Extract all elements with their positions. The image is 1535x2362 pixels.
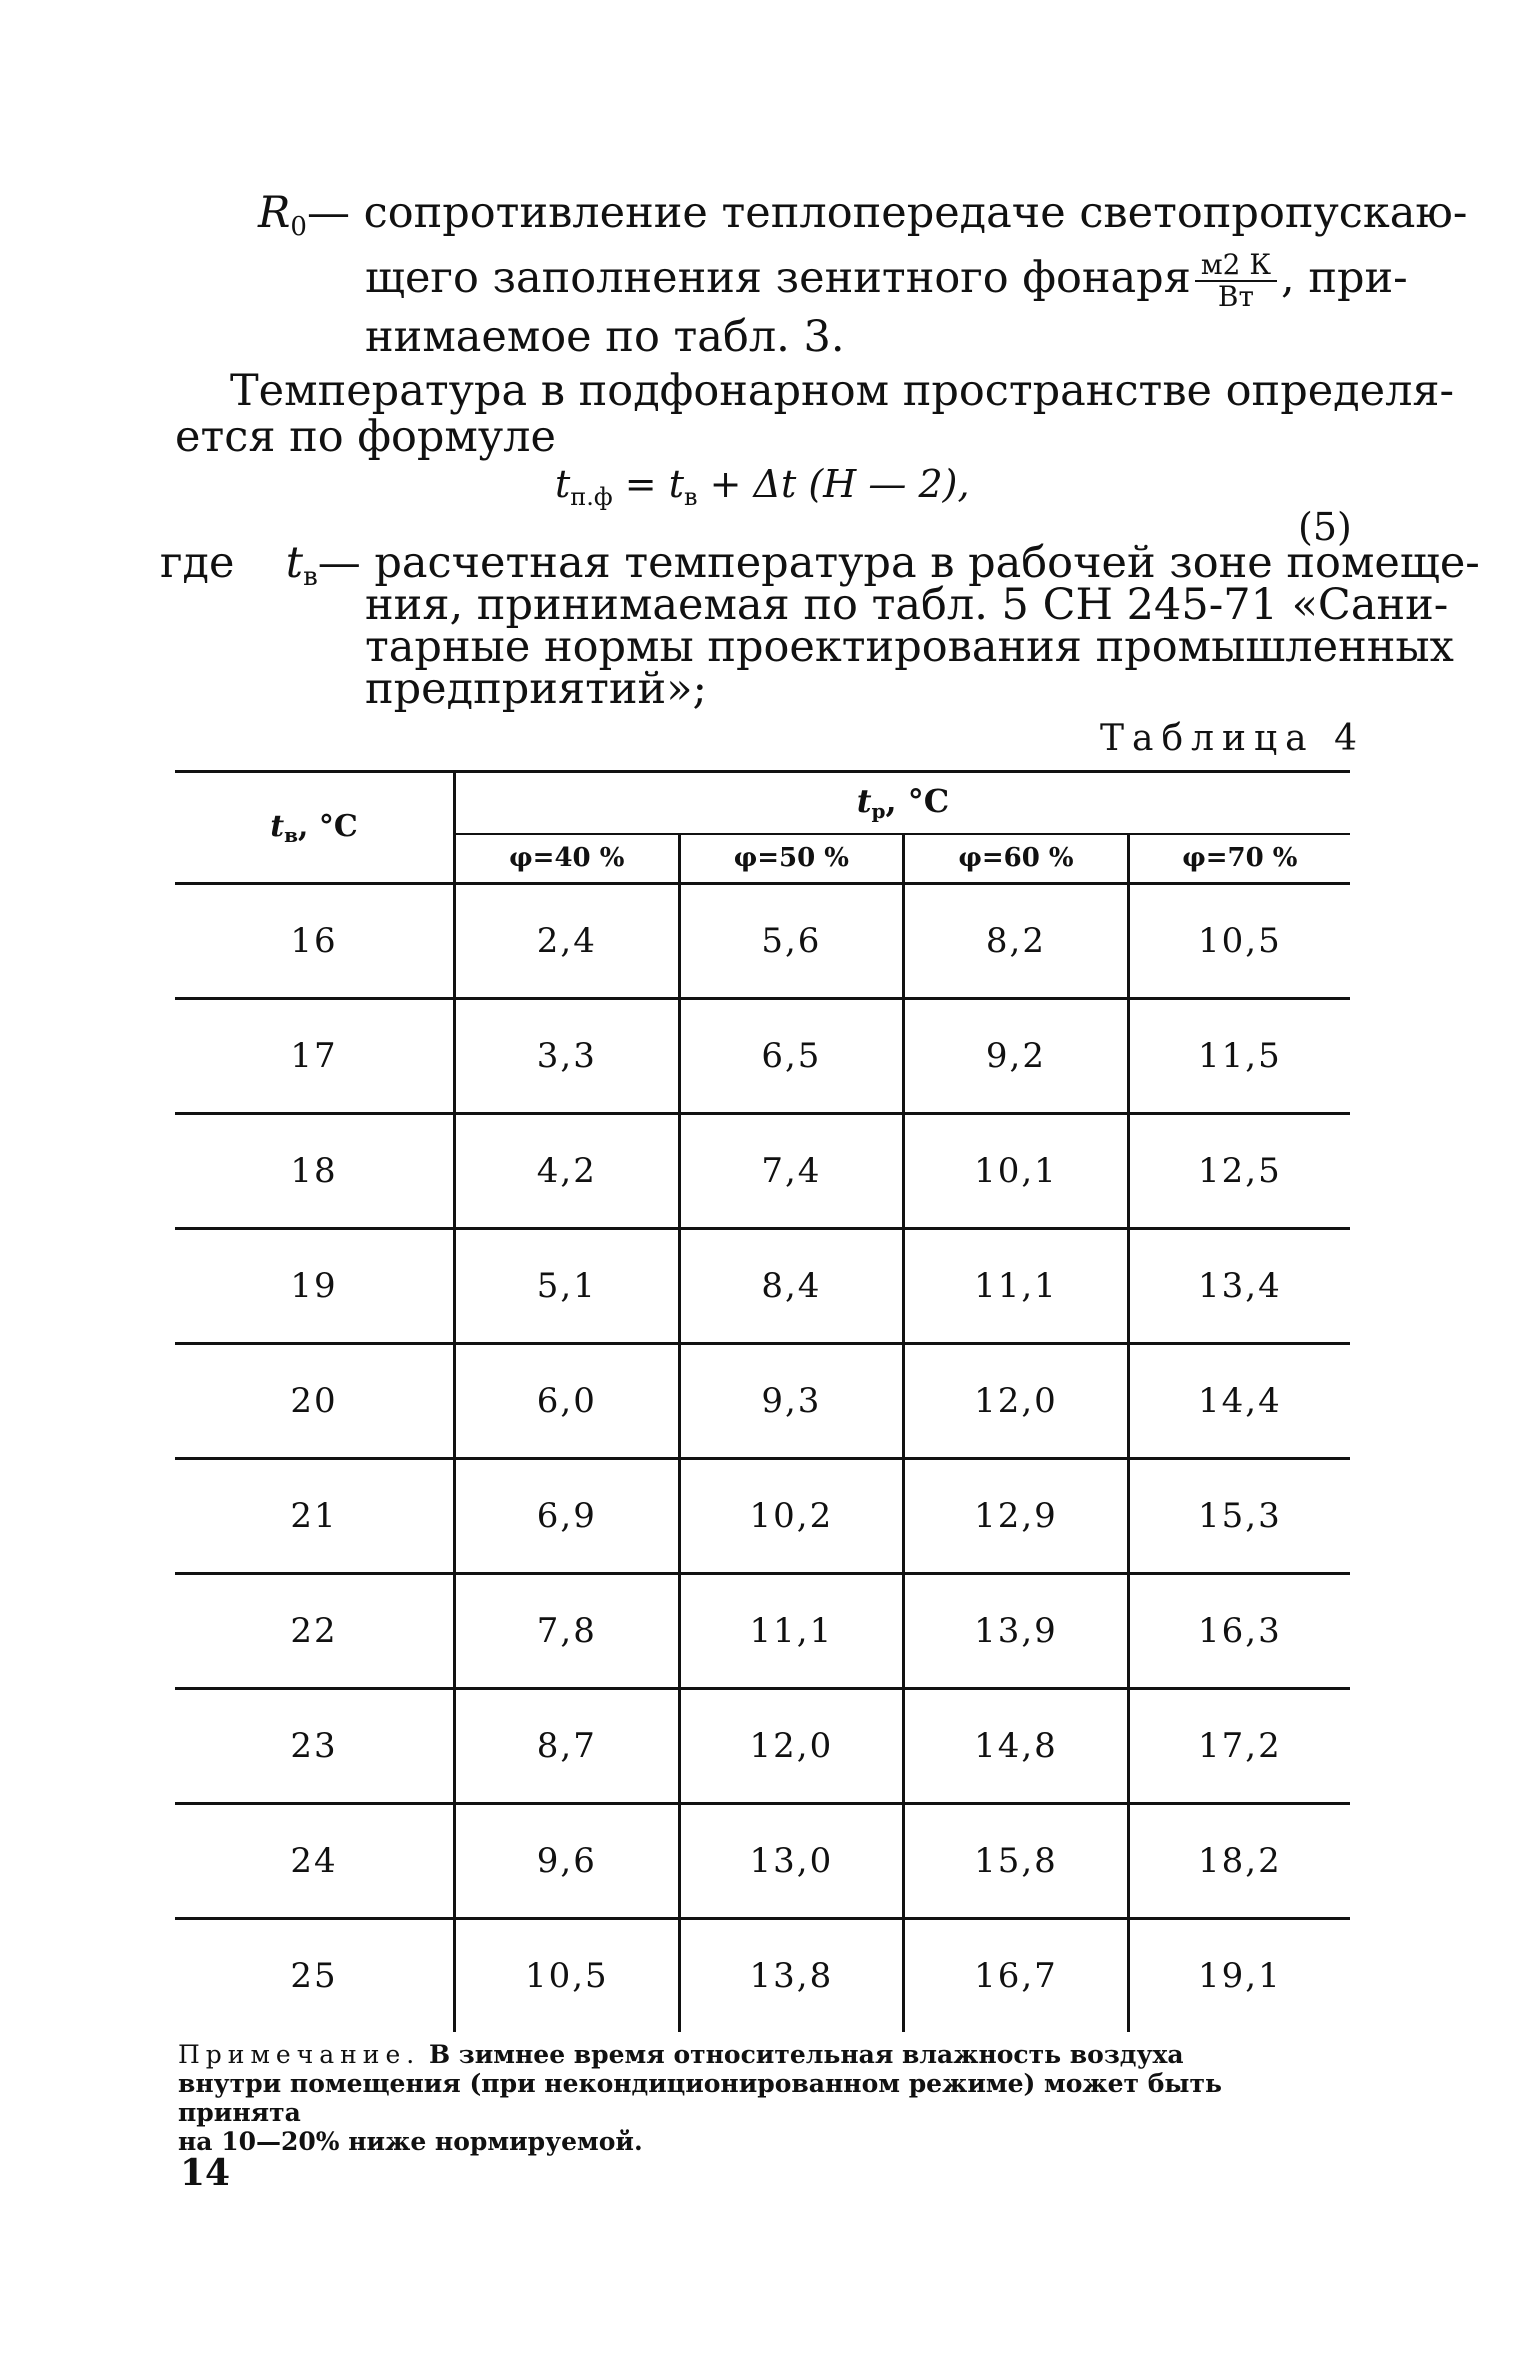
r0-subscript: 0 xyxy=(290,212,307,242)
cell-phi-60: 15,8 xyxy=(904,1804,1129,1919)
header-tv-symbol: t xyxy=(270,808,285,844)
cell-phi-40: 3,3 xyxy=(455,999,680,1114)
table-row xyxy=(175,1689,1350,1804)
cell-phi-70: 15,3 xyxy=(1128,1459,1350,1574)
data-table xyxy=(175,770,1350,2032)
where-line-4: предприятий»; xyxy=(365,664,707,714)
header-phi-60: φ=60 % xyxy=(904,834,1129,884)
cell-phi-70: 14,4 xyxy=(1128,1344,1350,1459)
cell-tv: 25 xyxy=(175,1919,455,2033)
cell-phi-60: 9,2 xyxy=(904,999,1129,1114)
cell-tv: 22 xyxy=(175,1574,455,1689)
r0-text-line-2: щего заполнения зенитного фонаря xyxy=(365,253,1191,303)
cell-phi-50: 8,4 xyxy=(679,1229,904,1344)
cell-phi-40: 6,9 xyxy=(455,1459,680,1574)
r0-definition-line-3: нимаемое по табл. 3. xyxy=(365,312,845,362)
cell-tv: 23 xyxy=(175,1689,455,1804)
cell-tv: 21 xyxy=(175,1459,455,1574)
where-line-2: ния, принимаемая по табл. 5 СН 245-71 «Сани- xyxy=(365,580,1449,630)
where-text-line-1: — расчетная температура в рабочей зоне помеще- xyxy=(317,538,1480,588)
cell-phi-50: 10,2 xyxy=(679,1459,904,1574)
cell-phi-40: 6,0 xyxy=(455,1344,680,1459)
cell-phi-40: 5,1 xyxy=(455,1229,680,1344)
where-subscript: в xyxy=(303,562,318,592)
formula-lhs: t xyxy=(555,462,571,506)
cell-phi-60: 11,1 xyxy=(904,1229,1129,1344)
header-tp-subscript: р xyxy=(871,799,886,824)
header-phi-40: φ=40 % xyxy=(455,834,680,884)
cell-phi-70: 13,4 xyxy=(1128,1229,1350,1344)
header-tp xyxy=(455,772,1351,834)
r0-definition-line-1 xyxy=(258,188,1467,252)
cell-tv: 18 xyxy=(175,1114,455,1229)
cell-phi-50: 12,0 xyxy=(679,1689,904,1804)
table-row xyxy=(175,1804,1350,1919)
cell-tv: 20 xyxy=(175,1344,455,1459)
table-row xyxy=(175,1574,1350,1689)
formula-tv-subscript: в xyxy=(684,483,698,511)
cell-phi-60: 10,1 xyxy=(904,1114,1129,1229)
note-text-line-2: внутри помещения (при некондиционированном режиме) может быть принята xyxy=(178,2069,1222,2127)
cell-phi-60: 8,2 xyxy=(904,884,1129,999)
where-line-3: тарные нормы проектирования промышленных xyxy=(365,622,1454,672)
paragraph-line-2: ется по формуле xyxy=(175,412,556,462)
cell-phi-60: 14,8 xyxy=(904,1689,1129,1804)
r0-text-line-1: — сопротивление теплопередаче светопропускаю- xyxy=(306,188,1468,238)
cell-phi-60: 13,9 xyxy=(904,1574,1129,1689)
where-symbol: t xyxy=(285,538,304,588)
cell-tv: 17 xyxy=(175,999,455,1114)
table-row xyxy=(175,1114,1350,1229)
cell-phi-40: 8,7 xyxy=(455,1689,680,1804)
cell-phi-40: 10,5 xyxy=(455,1919,680,2033)
cell-phi-50: 7,4 xyxy=(679,1114,904,1229)
cell-phi-50: 6,5 xyxy=(679,999,904,1114)
equation-number: (5) xyxy=(1298,505,1352,549)
note-label: Примечание. xyxy=(178,2040,421,2069)
header-tp-unit: , °C xyxy=(885,782,950,821)
unit-numerator: м2 К xyxy=(1195,250,1277,282)
header-tv-unit: , °C xyxy=(298,808,358,844)
cell-tv: 19 xyxy=(175,1229,455,1344)
cell-phi-40: 4,2 xyxy=(455,1114,680,1229)
note-line-1 xyxy=(178,2040,1353,2069)
cell-phi-70: 12,5 xyxy=(1128,1114,1350,1229)
table-row xyxy=(175,1459,1350,1574)
table-note xyxy=(178,2040,1353,2156)
note-text-line-1: В зимнее время относительная влажность воздуха xyxy=(428,2040,1184,2069)
cell-phi-70: 18,2 xyxy=(1128,1804,1350,1919)
page-number: 14 xyxy=(180,2152,231,2194)
formula-equals: = t xyxy=(624,462,684,506)
header-phi-70: φ=70 % xyxy=(1128,834,1350,884)
header-tv xyxy=(175,772,455,884)
unit-fraction xyxy=(1195,250,1277,312)
cell-phi-40: 9,6 xyxy=(455,1804,680,1919)
paragraph-line-1: Температура в подфонарном пространстве определя- xyxy=(230,366,1455,416)
cell-phi-70: 10,5 xyxy=(1128,884,1350,999)
cell-phi-60: 16,7 xyxy=(904,1919,1129,2033)
cell-phi-40: 7,8 xyxy=(455,1574,680,1689)
table-row xyxy=(175,1229,1350,1344)
header-tv-subscript: в xyxy=(284,822,298,847)
table-row xyxy=(175,1344,1350,1459)
cell-phi-50: 11,1 xyxy=(679,1574,904,1689)
cell-phi-50: 13,0 xyxy=(679,1804,904,1919)
cell-phi-60: 12,9 xyxy=(904,1459,1129,1574)
cell-phi-50: 13,8 xyxy=(679,1919,904,2033)
cell-phi-50: 9,3 xyxy=(679,1344,904,1459)
header-phi-50: φ=50 % xyxy=(679,834,904,884)
cell-phi-40: 2,4 xyxy=(455,884,680,999)
table-header-row xyxy=(175,772,1350,834)
formula-lhs-subscript: п.ф xyxy=(570,483,613,511)
header-tp-symbol: t xyxy=(856,782,872,821)
cell-tv: 16 xyxy=(290,921,338,961)
note-text-line-3: на 10—20% ниже нормируемой. xyxy=(178,2127,643,2156)
where-word: где xyxy=(160,538,235,588)
table-row xyxy=(175,1919,1350,2033)
table-row xyxy=(175,999,1350,1114)
cell-phi-70: 11,5 xyxy=(1128,999,1350,1114)
r0-symbol: R xyxy=(258,188,291,238)
table-caption: Таблица 4 xyxy=(1100,718,1365,759)
r0-definition-line-2 xyxy=(365,250,1408,312)
formula-5 xyxy=(555,462,970,511)
cell-phi-70: 19,1 xyxy=(1128,1919,1350,2033)
cell-tv: 24 xyxy=(175,1804,455,1919)
cell-phi-70: 17,2 xyxy=(1128,1689,1350,1804)
cell-phi-60: 12,0 xyxy=(904,1344,1129,1459)
cell-phi-50: 5,6 xyxy=(679,884,904,999)
formula-rest: + Δt (H — 2), xyxy=(709,462,970,506)
r0-text-line-2-end: , при- xyxy=(1281,253,1408,303)
unit-denominator: Вт xyxy=(1217,280,1254,313)
cell-phi-70: 16,3 xyxy=(1128,1574,1350,1689)
table-row xyxy=(175,884,1350,999)
